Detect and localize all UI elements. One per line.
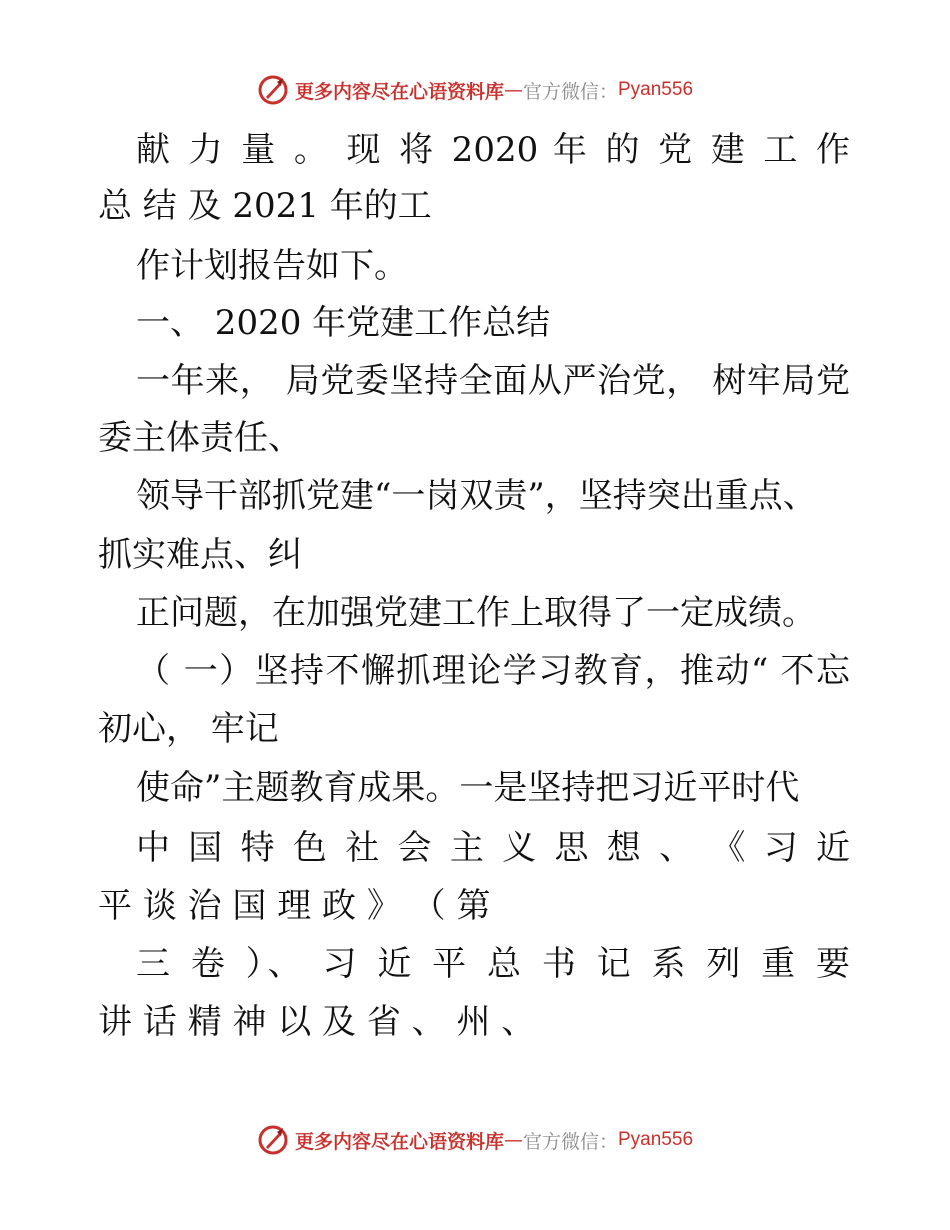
text-line-11: 初心， 牢记 xyxy=(98,709,279,749)
text-line-13: 中 国 特 色 社 会 主 义 思 想 、 《 习 近 xyxy=(136,828,850,868)
text-line-15: 三 卷 ）、 习 近 平 总 书 记 系 列 重 要 xyxy=(136,944,850,984)
text-line-12: 使命”主题教育成果。一是坚持把习近平时代 xyxy=(136,768,800,808)
watermark-id: Pyan556 xyxy=(618,1129,694,1150)
watermark-sub-text: 官方微信： xyxy=(522,80,618,103)
text-line-7: 领导干部抓党建“一岗双责”，坚持突出重点、 xyxy=(136,476,817,516)
text-line-8: 抓实难点、纠 xyxy=(98,535,302,575)
text-line-3: 作计划报告如下。 xyxy=(136,246,408,286)
watermark-main-text: 更多内容尽在心语资料库 xyxy=(294,1130,504,1153)
text-line-1: 献 力 量 。 现 将 2020 年 的 党 建 工 作 xyxy=(136,130,850,170)
quill-logo-icon xyxy=(257,74,289,106)
text-line-9: 正问题，在加强党建工作上取得了一定成绩。 xyxy=(136,593,816,633)
header-watermark xyxy=(0,70,950,110)
text-line-5: 一年来， 局党委坚持全面从严治党， 树牢局党 xyxy=(136,361,850,401)
watermark-id: Pyan556 xyxy=(618,79,694,100)
text-line-16: 讲 话 精 神 以 及 省 、 州 、 xyxy=(98,1002,536,1042)
subsection-heading: （ 一）坚持不懈抓理论学习教育，推动“ 不忘 xyxy=(136,651,850,691)
text-line-2: 总 结 及 2021 年的工 xyxy=(98,186,432,226)
watermark-dash: — xyxy=(503,79,523,101)
watermark-main-text: 更多内容尽在心语资料库 xyxy=(294,80,504,103)
text-line-14: 平 谈 治 国 理 政 》 （ 第 xyxy=(98,886,491,926)
watermark-sub-text: 官方微信： xyxy=(522,1130,618,1153)
text-line-6: 委主体责任、 xyxy=(98,418,302,458)
quill-logo-icon xyxy=(257,1124,289,1156)
section-heading: 一、 2020 年党建工作总结 xyxy=(136,303,551,343)
footer-watermark xyxy=(0,1120,950,1160)
watermark-dash: — xyxy=(503,1129,523,1151)
